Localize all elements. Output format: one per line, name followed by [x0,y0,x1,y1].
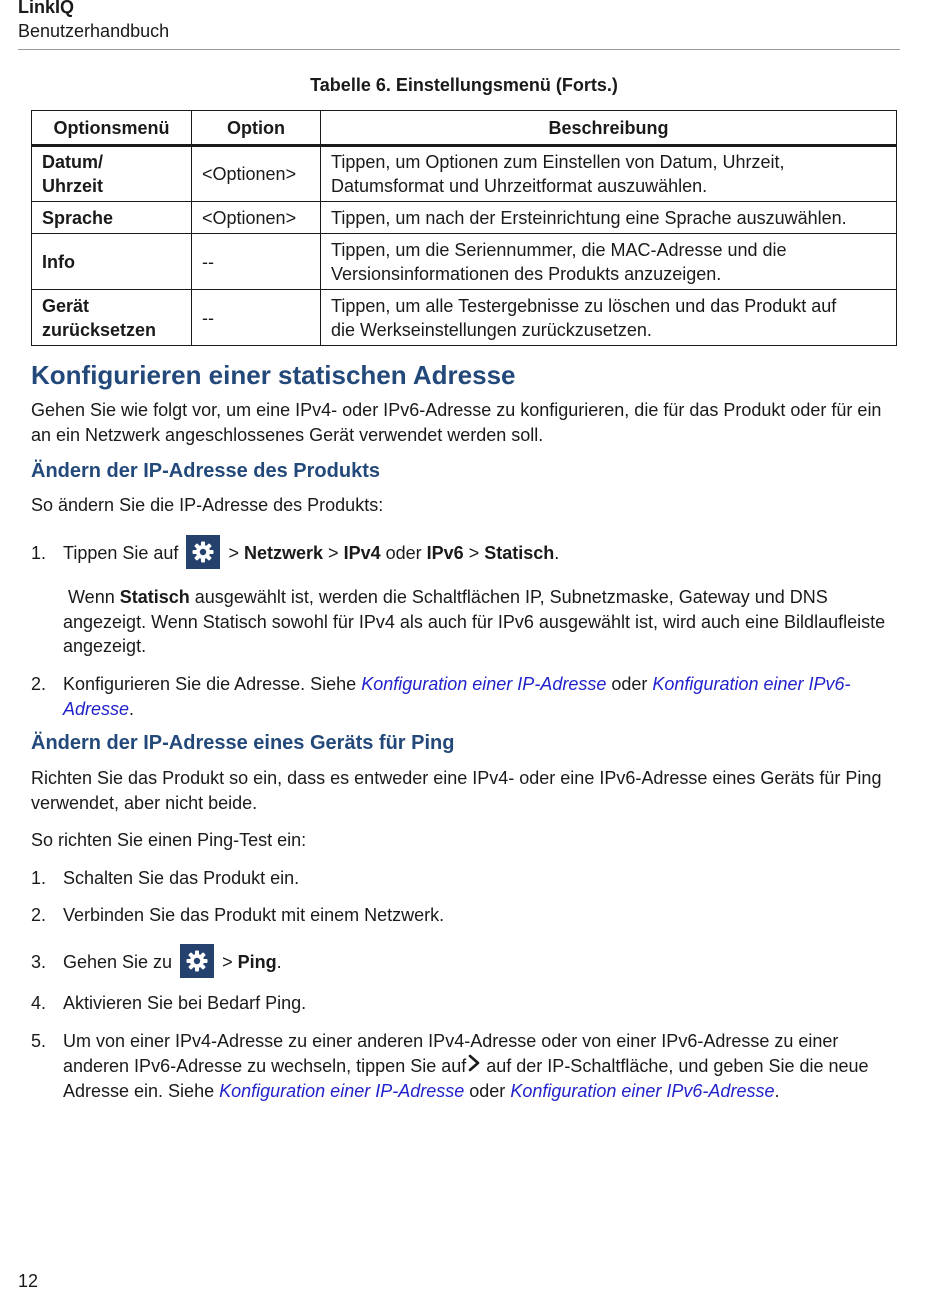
description-line2: Versionsinformationen des Produkts anzuzeigen. [331,263,722,284]
subsection-intro: So ändern Sie die IP-Adresse des Produkts: [31,495,384,515]
conjunction: oder [385,543,422,563]
table-row [32,146,897,202]
step-number: 1. [31,868,47,888]
step-item [63,535,898,571]
description-line1: Tippen, um die Seriennummer, die MAC-Adresse und die [331,239,787,260]
step-text: Gehen Sie zu [63,952,173,972]
column-header-beschreibung: Beschreibung [321,111,897,146]
section-intro: Gehen Sie wie folgt vor, um eine IPv4- oder IPv6-Adresse zu konfigurieren, die für das Produkt oder für ein an ein Netzwerk angeschlossenes Gerät verwendet werden soll. [31,400,882,445]
column-header-option: Option [192,111,321,146]
step-number: 4. [31,993,47,1013]
step-text: auf der IP-Schaltfläche, und geben Sie die neue Adresse ein. Siehe [63,1055,869,1101]
table-row [32,290,897,346]
conjunction: oder [611,674,648,694]
table-cell-option: -- [192,290,321,346]
gear-icon [186,535,220,569]
subsection-title-product-ip: Ändern der IP-Adresse des Produkts [31,460,380,482]
table-cell-menu [32,146,192,202]
section-title: Konfigurieren einer statischen Adresse [31,360,516,390]
product-name: LinkIQ [18,0,75,17]
step-item [63,672,898,721]
settings-table [31,110,897,346]
step-number: 2. [31,905,47,925]
subsection-paragraph: Richten Sie das Produkt so ein, dass es entweder eine IPv4- oder eine IPv6-Adresse eines Geräts für Ping verwendet, aber nicht beide. [31,768,882,813]
menu-label-line1: Gerät [42,295,90,316]
separator: > [468,543,480,563]
menu-path-ipv4: IPv4 [343,543,381,563]
step-item: Verbinden Sie das Produkt mit einem Netzwerk. [63,905,445,925]
table-header-row [32,111,897,146]
page-header [18,0,900,50]
menu-path-statisch: Statisch [484,543,555,563]
menu-label-line2: Uhrzeit [42,176,104,196]
link-ip-address[interactable]: Konfiguration einer IP-Adresse [219,1081,465,1101]
link-ipv6-address[interactable]: Konfiguration einer IPv6-Adresse [63,674,851,719]
menu-path-ipv6: IPv6 [426,543,464,563]
step-item: Aktivieren Sie bei Bedarf Ping. [63,993,307,1013]
table-cell-option: -- [192,234,321,290]
gear-icon [180,944,214,978]
page-number: 12 [18,1271,39,1291]
table-cell-description [321,290,897,346]
menu-label-line2: zurücksetzen [42,319,157,340]
note-text: Wenn [68,587,115,607]
description-line2: die Werkseinstellungen zurückzusetzen. [331,319,652,340]
step-number: 3. [31,952,47,972]
menu-path-ping: Ping [237,952,277,972]
step-item: Schalten Sie das Produkt ein. [63,868,300,888]
menu-label-line1: Datum/ [42,152,104,172]
column-header-optionsmenue: Optionsmenü [32,111,192,146]
punctuation: . [774,1081,780,1101]
table-cell-menu [32,290,192,346]
description-line1: Tippen, um Optionen zum Einstellen von Datum, Uhrzeit, [331,152,785,172]
table-cell-description: Tippen, um nach der Ersteinrichtung eine Sprache auszuwählen. [321,202,897,234]
step-text: Konfigurieren Sie die Adresse. Siehe [63,674,357,694]
punctuation: . [554,543,560,563]
table-cell-description [321,146,897,202]
table-caption: Tabelle 6. Einstellungsmenü (Forts.) [310,75,618,95]
table-cell-menu: Sprache [32,202,192,234]
table-cell-description [321,234,897,290]
step-item [63,944,898,980]
note-text: ausgewählt ist, werden die Schaltflächen IP, Subnetzmaske, Gateway und DNS angezeigt. Wenn Statisch sowohl für IPv4 als auch für IPv6 ausgewählt ist, wird auch eine Bildlaufleiste angezeigt. [63,587,886,656]
punctuation: . [276,952,282,972]
step-number: 2. [31,674,47,694]
note-bold: Statisch [119,587,190,607]
separator: > [222,952,233,972]
table-cell-option: <Optionen> [192,202,321,234]
chevron-right-icon [467,1054,481,1079]
punctuation: . [129,698,135,719]
description-line2: Datumsformat und Uhrzeitformat auszuwählen. [331,176,708,196]
manual-title: Benutzerhandbuch [18,21,170,41]
step-text: Um von einer IPv4-Adresse zu einer anderen IPv4-Adresse oder von einer IPv6-Adresse zu einer anderen IPv6-Adresse zu wechseln, tippen Sie auf [63,1031,839,1076]
table-cell-menu: Info [32,234,192,290]
conjunction: oder [469,1081,506,1101]
table-row [32,234,897,290]
step-number: 1. [31,543,47,563]
table-cell-option: <Optionen> [192,146,321,202]
description-line1: Tippen, um alle Testergebnisse zu löschen und das Produkt auf [331,295,837,316]
table-row [32,202,897,234]
link-ip-address[interactable]: Konfiguration einer IP-Adresse [361,674,607,694]
step-item [63,1029,898,1104]
step-number: 5. [31,1031,47,1051]
step-text: Tippen Sie auf [63,543,179,563]
link-ipv6-address[interactable]: Konfiguration einer IPv6-Adresse [510,1081,775,1101]
menu-path-netzwerk: Netzwerk [243,543,324,563]
step-note [63,585,898,659]
subsection-title-ping: Ändern der IP-Adresse eines Geräts für Ping [31,732,455,754]
subsection-paragraph: So richten Sie einen Ping-Test ein: [31,830,307,850]
separator: > [228,543,239,563]
separator: > [328,543,339,563]
